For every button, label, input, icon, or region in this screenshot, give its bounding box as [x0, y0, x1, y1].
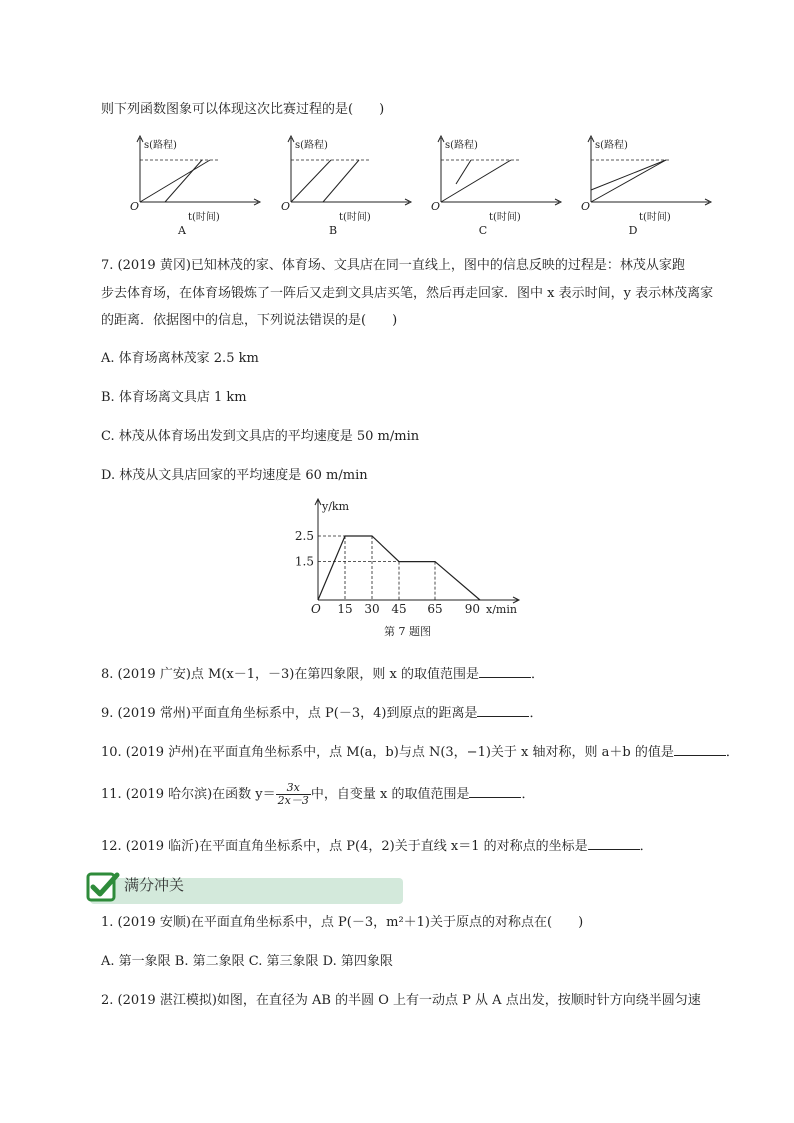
q11-text-2: 中，自变量 x 的取值范围是: [310, 787, 470, 803]
q11-blank: [469, 785, 521, 798]
q7-caption: 第 7 题图: [384, 625, 431, 638]
s2-text: 2. (2019 湛江模拟)如图，在直径为 AB 的半圆 O 上有一动点 P 从 A 点出发，按顺时针方向绕半圆匀速: [101, 993, 701, 1008]
runner-line-2: [323, 160, 359, 202]
mini-ylabel: s(路程): [595, 140, 628, 151]
q12-text: 12. (2019 临沂)在平面直角坐标系中，点 P(4，2)关于直线 x＝1 的对称点的坐标是: [101, 839, 588, 854]
q7-chart: [290, 496, 530, 614]
q8-end: ．: [530, 667, 544, 682]
y-tick-label: 1.5: [294, 554, 314, 569]
q9-end: ．: [529, 706, 543, 721]
s1-text: 1. (2019 安顺)在平面直角坐标系中，点 P(－3，m²＋1)关于原点的对称点在( ): [101, 915, 584, 930]
option-chart-a: [132, 132, 272, 242]
q8-text: 8. (2019 广安)点 M(x－1，－3)在第四象限，则 x 的取值范围是: [101, 667, 479, 682]
q7-choice-b: B. 体育场离文具店 1 km: [101, 390, 247, 405]
section-title: 满分冲关: [124, 876, 185, 894]
q7-choice-d: D. 林茂从文具店回家的平均速度是 60 m/min: [101, 468, 368, 483]
q7-text-1: 7. (2019 黄冈)已知林茂的家、体育场、文具店在同一直线上，图中的信息反映的过程是：林茂从家跑: [101, 258, 685, 273]
origin-label: O: [311, 602, 321, 614]
q11-denominator: 2x－3: [277, 794, 309, 808]
mini-xlabel: t(时间): [339, 212, 371, 223]
q7-choice-a: A. 体育场离林茂家 2.5 km: [101, 351, 259, 366]
q8-line: [101, 665, 544, 683]
y-tick-label: 2.5: [294, 529, 314, 543]
mini-ylabel: s(路程): [295, 140, 328, 151]
q8-blank: [479, 665, 531, 678]
q7-text-3: 的距离．依据图中的信息，下列说法错误的是( ): [101, 313, 398, 328]
q10-line: [101, 743, 739, 761]
q10-end: ．: [725, 745, 739, 760]
option-label-d: D: [628, 224, 638, 237]
q9-text: 9. (2019 常州)平面直角坐标系中，点 P(－3，4)到原点的距离是: [101, 706, 478, 721]
q11-end: ．: [521, 787, 535, 803]
x-tick-label: 15: [337, 602, 353, 614]
mini-origin: O: [581, 200, 591, 213]
q10-text: 10. (2019 泸州)在平面直角坐标系中，点 M(a，b)与点 N(3，−1)关于 x 轴对称，则 a＋b 的值是: [101, 745, 674, 760]
q10-blank: [674, 743, 726, 756]
mini-ylabel: s(路程): [445, 140, 478, 151]
option-label-b: B: [328, 224, 338, 237]
option-label-a: A: [178, 224, 186, 237]
q6-tail-text: 则下列函数图象可以体现这次比赛过程的是( ): [101, 102, 385, 117]
q7-text-2: 步去体育场，在体育场锻炼了一阵后又走到文具店买笔，然后再走回家．图中 x 表示时间，y 表示林茂离家: [101, 286, 714, 301]
mini-ylabel: s(路程): [144, 140, 177, 151]
x-tick-label: 45: [391, 602, 407, 614]
y-axis-label: y/km: [322, 500, 350, 513]
option-chart-c: [433, 132, 573, 242]
runner-line-2: [165, 160, 202, 202]
q11-line: [101, 782, 534, 807]
q11-numerator: 3x: [276, 782, 311, 795]
runner-line-1: [291, 160, 331, 202]
runner-line-2: [591, 160, 666, 190]
option-label-c: C: [478, 224, 488, 237]
mini-xlabel: t(时间): [188, 212, 220, 223]
runner-line-1: [441, 160, 511, 202]
option-chart-b: [283, 132, 423, 242]
q12-blank: [588, 837, 640, 850]
x-axis-label: x/min: [486, 603, 517, 614]
q11-text: 11. (2019 哈尔滨)在函数 y＝: [101, 787, 276, 803]
option-chart-d: [583, 132, 723, 242]
s1-choices: A. 第一象限 B. 第二象限 C. 第三象限 D. 第四象限: [101, 954, 393, 969]
q9-line: [101, 704, 542, 722]
q11-fraction: [276, 782, 311, 807]
mini-xlabel: t(时间): [489, 212, 521, 223]
mini-origin: O: [281, 200, 291, 213]
q7-choice-c: C. 林茂从体育场出发到文具店的平均速度是 50 m/min: [101, 429, 420, 444]
q12-line: [101, 837, 653, 855]
q12-end: ．: [639, 839, 653, 854]
x-tick-label: 65: [427, 602, 443, 614]
runner-line-2: [456, 160, 471, 184]
checkmark-icon: [86, 870, 120, 904]
mini-origin: O: [130, 200, 140, 213]
x-tick-label: 30: [364, 602, 380, 614]
x-tick-label: 90: [464, 602, 480, 614]
mini-origin: O: [431, 200, 441, 213]
q9-blank: [477, 704, 529, 717]
runner-line-1: [591, 160, 666, 202]
runner-line-1: [140, 160, 210, 202]
mini-xlabel: t(时间): [639, 212, 671, 223]
